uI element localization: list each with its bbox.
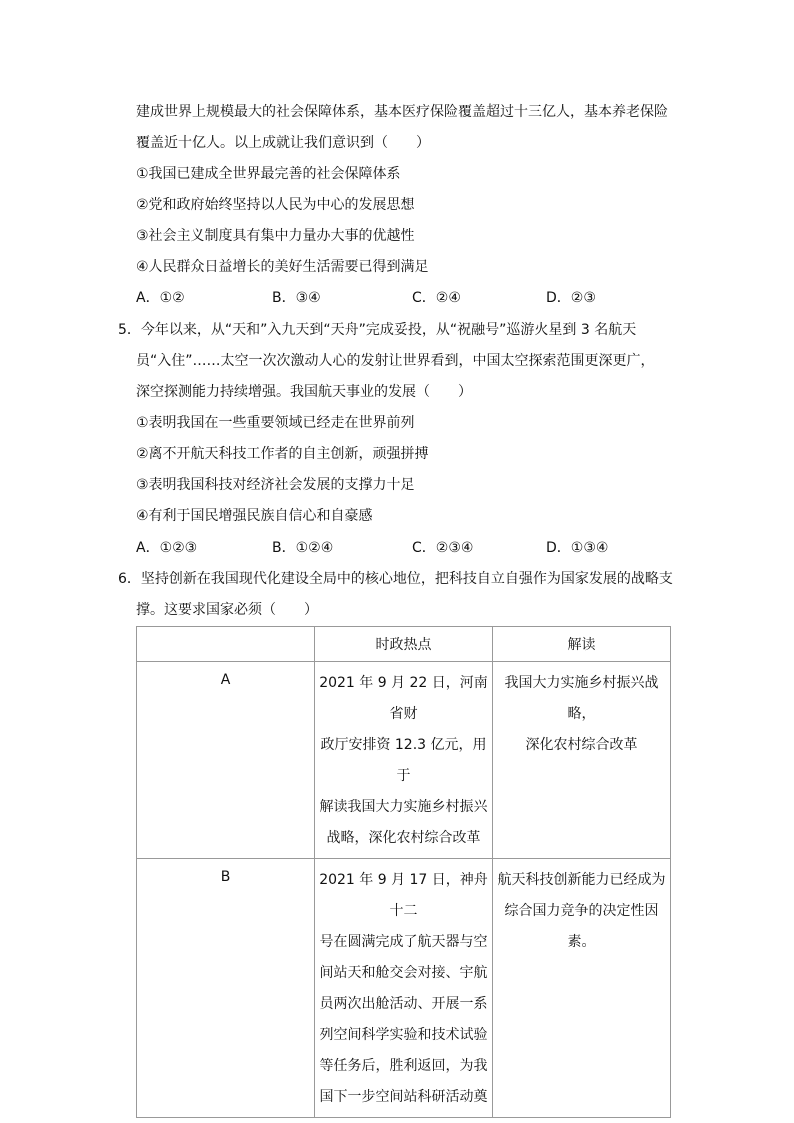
table-cell-line: 战略，深化农村综合改革 [326, 830, 481, 846]
q5-item-1: ①表明我国在一些重要领域已经走在世界前列 [136, 415, 415, 431]
q5-option-a[interactable]: A．①②③ [136, 540, 198, 556]
q4-item-3: ③社会主义制度具有集中力量办大事的优越性 [136, 228, 415, 244]
table-header-empty [137, 627, 315, 662]
q6-table [136, 626, 671, 1118]
q4-stem-line-2: 覆盖近十亿人。以上成就让我们意识到（ ） [136, 135, 430, 151]
table-header-row [137, 627, 671, 662]
q5-option-d[interactable]: D．①③④ [546, 540, 609, 556]
q4-option-c[interactable]: C．②④ [412, 290, 461, 306]
q5-item-4: ④有利于国民增强民族自信心和自豪感 [136, 508, 373, 524]
table-cell-line: 员两次出舱活动、开展一系 [319, 996, 488, 1012]
table-cell-hot-topic [315, 662, 493, 859]
table-cell-line: 国下一步空间站科研活动奠 [319, 1089, 488, 1105]
q5-stem-line-3: 深空探测能力持续增强。我国航天事业的发展（ ） [136, 384, 472, 400]
table-cell-line: 列空间科学实验和技术试验 [319, 1027, 488, 1043]
q5-stem-line-2: 员“入住”……太空一次次激动人心的发射让世界看到，中国太空探索范围更深更广， [136, 353, 655, 369]
table-cell-line: 解读我国大力实施乡村振兴 [319, 799, 488, 815]
q4-option-d[interactable]: D．②③ [546, 290, 596, 306]
q4-item-2: ②党和政府始终坚持以人民为中心的发展思想 [136, 197, 415, 213]
q4-item-4: ④人民群众日益增长的美好生活需要已得到满足 [136, 259, 429, 275]
q4-option-a[interactable]: A．①② [136, 290, 185, 306]
q6-stem-line-1: 6．坚持创新在我国现代化建设全局中的核心地位，把科技自立自强作为国家发展的战略支 [118, 571, 673, 587]
table-header-reading: 解读 [493, 627, 671, 662]
table-cell-line: 间站天和舱交会对接、宇航 [319, 965, 488, 981]
q4-stem-line-1: 建成世界上规模最大的社会保障体系，基本医疗保险覆盖超过十三亿人，基本养老保险 [136, 104, 668, 120]
table-cell-reading [493, 662, 671, 859]
q5-item-2: ②离不开航天科技工作者的自主创新，顽强拼搏 [136, 446, 429, 462]
table-cell-reading [493, 859, 671, 1118]
table-cell-line: 我国大力实施乡村振兴战略， [504, 675, 659, 722]
table-cell-line: 政厅安排资 12.3 亿元，用于 [320, 737, 487, 784]
q5-stem-line-1: 5．今年以来，从“天和”入九天到“天舟”完成妥投，从“祝融号”巡游火星到 3 名航天 [118, 322, 637, 338]
table-cell-line: 2021 年 9 月 17 日，神舟十二 [319, 872, 488, 919]
q4-item-1: ①我国已建成全世界最完善的社会保障体系 [136, 166, 401, 182]
table-cell-line: 号在圆满完成了航天器与空 [319, 934, 488, 950]
table-row [137, 859, 671, 1118]
table-cell-line: 2021 年 9 月 22 日，河南省财 [319, 675, 488, 722]
table-row [137, 662, 671, 859]
table-row-label: A [137, 662, 315, 859]
q5-item-3: ③表明我国科技对经济社会发展的支撑力十足 [136, 477, 415, 493]
table-header-hot-topic: 时政热点 [315, 627, 493, 662]
q5-option-c[interactable]: C．②③④ [412, 540, 474, 556]
q5-option-b[interactable]: B．①②④ [272, 540, 334, 556]
table-cell-line: 深化农村综合改革 [525, 737, 638, 753]
table-cell-line: 等任务后，胜利返回，为我 [319, 1058, 488, 1074]
q4-option-b[interactable]: B．③④ [272, 290, 321, 306]
table-cell-line: 综合国力竞争的决定性因素。 [504, 903, 659, 950]
table-cell-line: 航天科技创新能力已经成为 [497, 872, 666, 888]
table-cell-hot-topic [315, 859, 493, 1118]
table-row-label: B [137, 859, 315, 1118]
q6-stem-line-2: 撑。这要求国家必须（ ） [136, 602, 318, 618]
